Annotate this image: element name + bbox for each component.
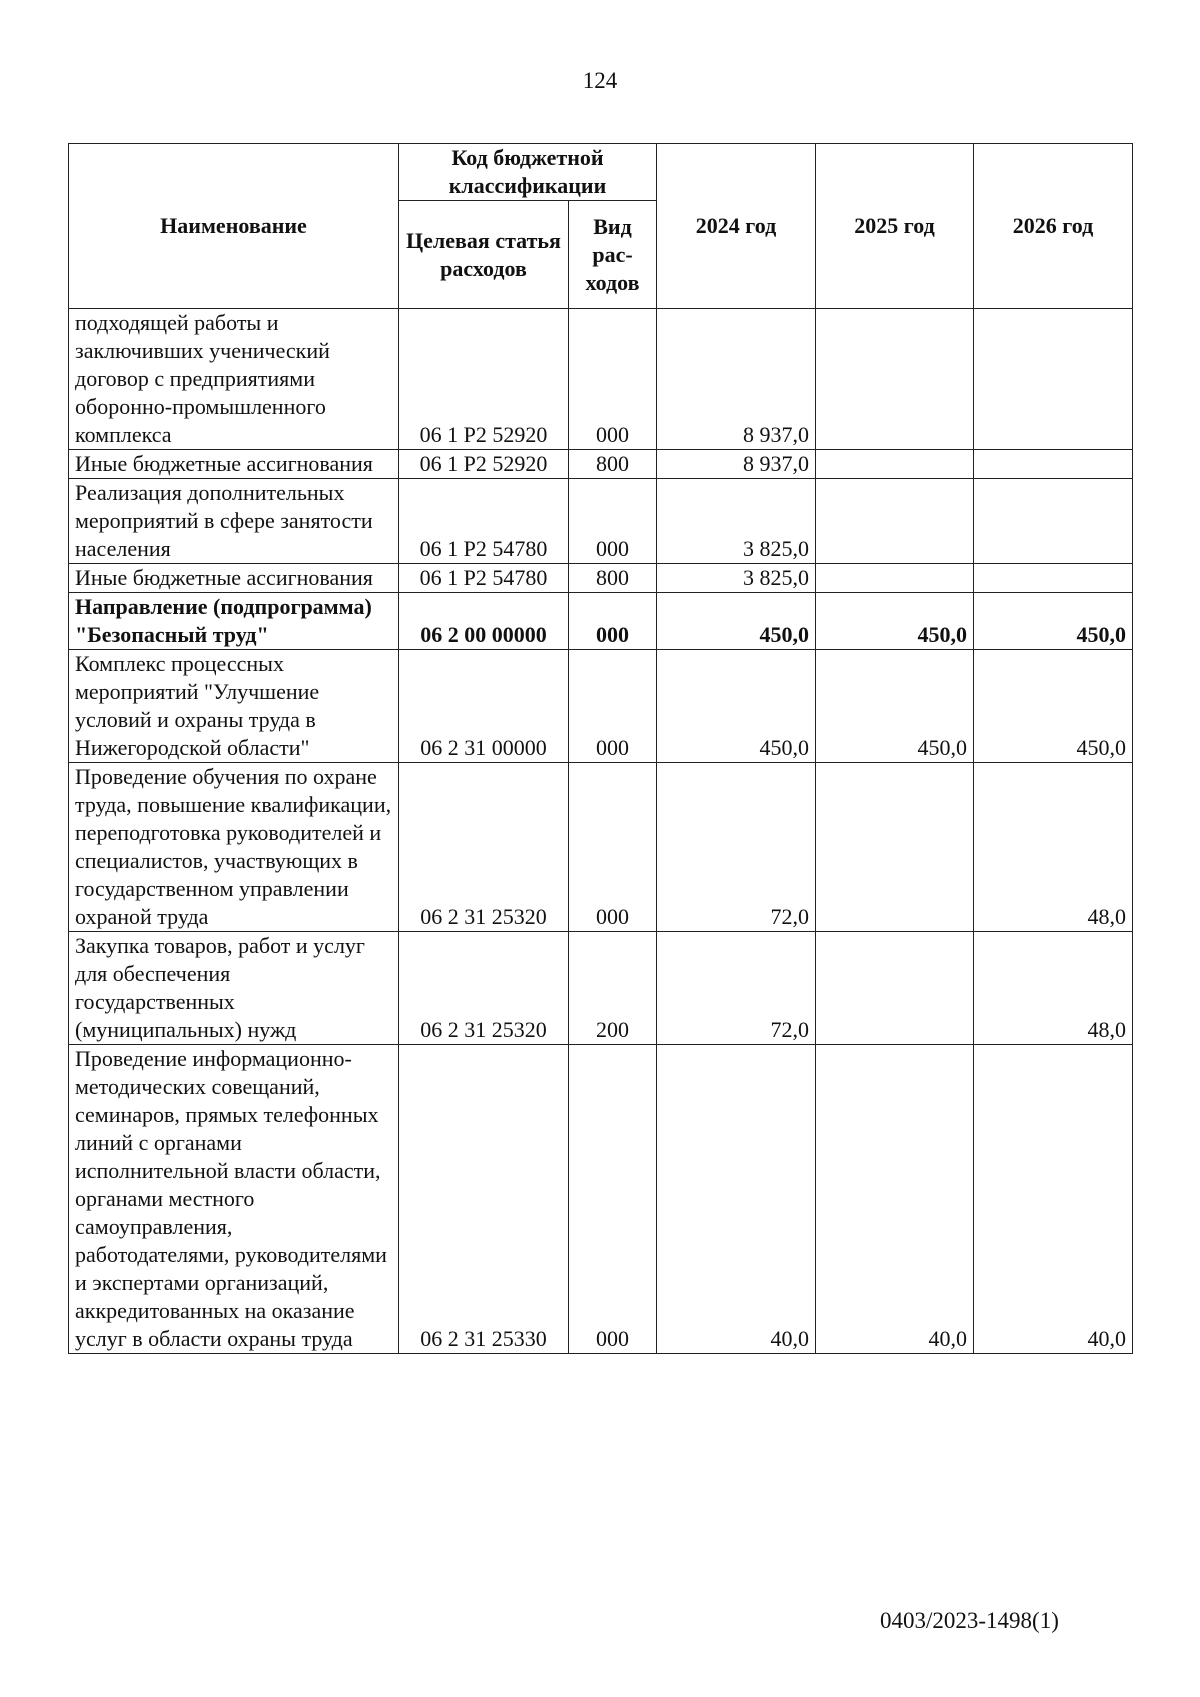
row-2025 [816,932,974,1045]
table-row [69,650,1133,763]
table-row [69,932,1133,1045]
table-header [69,144,1133,309]
row-kind: 000 [569,479,657,564]
row-code: 06 1 Р2 54780 [399,564,569,593]
row-code: 06 1 Р2 52920 [399,450,569,479]
row-kind: 000 [569,763,657,932]
row-2026 [974,564,1133,593]
row-2025 [816,450,974,479]
row-2025 [816,309,974,450]
header-expense-kind: Вид рас-ходов [569,201,657,309]
table-row [69,1045,1133,1354]
row-2024: 450,0 [657,593,816,650]
row-name: Закупка товаров, работ и услуг для обеспечения государственных (муниципальных) нужд [69,932,399,1045]
row-2025: 450,0 [816,593,974,650]
row-kind: 000 [569,309,657,450]
row-name: подходящей работы и заключивших ученический договор с предприятиями оборонно-промышленного комплекса [69,309,399,450]
row-code: 06 1 Р2 54780 [399,479,569,564]
row-name: Иные бюджетные ассигнования [69,564,399,593]
row-name: Комплекс процессных мероприятий "Улучшение условий и охраны труда в Нижегородской области" [69,650,399,763]
row-code: 06 2 31 00000 [399,650,569,763]
row-kind: 200 [569,932,657,1045]
row-kind: 800 [569,564,657,593]
header-target-article: Целевая статья расходов [399,201,569,309]
row-code: 06 1 Р2 52920 [399,309,569,450]
header-2026: 2026 год [974,144,1133,309]
row-code: 06 2 31 25330 [399,1045,569,1354]
row-kind: 000 [569,650,657,763]
row-2024: 72,0 [657,763,816,932]
row-code: 06 2 31 25320 [399,763,569,932]
header-2025: 2025 год [816,144,974,309]
row-2025: 450,0 [816,650,974,763]
row-2024: 450,0 [657,650,816,763]
row-2026 [974,450,1133,479]
table-row-subprogram [69,593,1133,650]
table-row [69,309,1133,450]
row-name: Проведение информационно-методических совещаний, семинаров, прямых телефонных линий с органами исполнительной власти области, органами местного самоуправления, работодателями, руководителями и экспертами организаций, аккредитованных на оказание услуг в области охраны труда [69,1045,399,1354]
header-name: Наименование [69,144,399,309]
row-2025 [816,564,974,593]
row-2026: 48,0 [974,763,1133,932]
budget-table [68,143,1133,1354]
row-kind: 000 [569,1045,657,1354]
row-2025 [816,763,974,932]
row-2024: 72,0 [657,932,816,1045]
row-name: Проведение обучения по охране труда, повышение квалификации, переподготовка руководителей и специалистов, участвующих в государственном управлении охраной труда [69,763,399,932]
row-2026: 48,0 [974,932,1133,1045]
row-2026: 450,0 [974,650,1133,763]
row-2025 [816,479,974,564]
row-2024: 8 937,0 [657,309,816,450]
row-2026 [974,479,1133,564]
table-row [69,479,1133,564]
row-2024: 3 825,0 [657,479,816,564]
table-row [69,450,1133,479]
row-name: Направление (подпрограмма) "Безопасный труд" [69,593,399,650]
document-code: 0403/2023-1498(1) [880,1608,1059,1633]
table-row [69,564,1133,593]
row-code: 06 2 31 25320 [399,932,569,1045]
row-2026 [974,309,1133,450]
row-2024: 3 825,0 [657,564,816,593]
row-name: Иные бюджетные ассигнования [69,450,399,479]
header-2024: 2024 год [657,144,816,309]
row-2024: 8 937,0 [657,450,816,479]
row-2026: 40,0 [974,1045,1133,1354]
table-body [69,309,1133,1354]
row-kind: 000 [569,593,657,650]
row-kind: 800 [569,450,657,479]
row-code: 06 2 00 00000 [399,593,569,650]
row-2026: 450,0 [974,593,1133,650]
row-2025: 40,0 [816,1045,974,1354]
row-2024: 40,0 [657,1045,816,1354]
row-name: Реализация дополнительных мероприятий в сфере занятости населения [69,479,399,564]
table-row [69,763,1133,932]
header-kbk-group: Код бюджетной классификации [399,144,657,201]
page-number: 124 [582,68,618,93]
